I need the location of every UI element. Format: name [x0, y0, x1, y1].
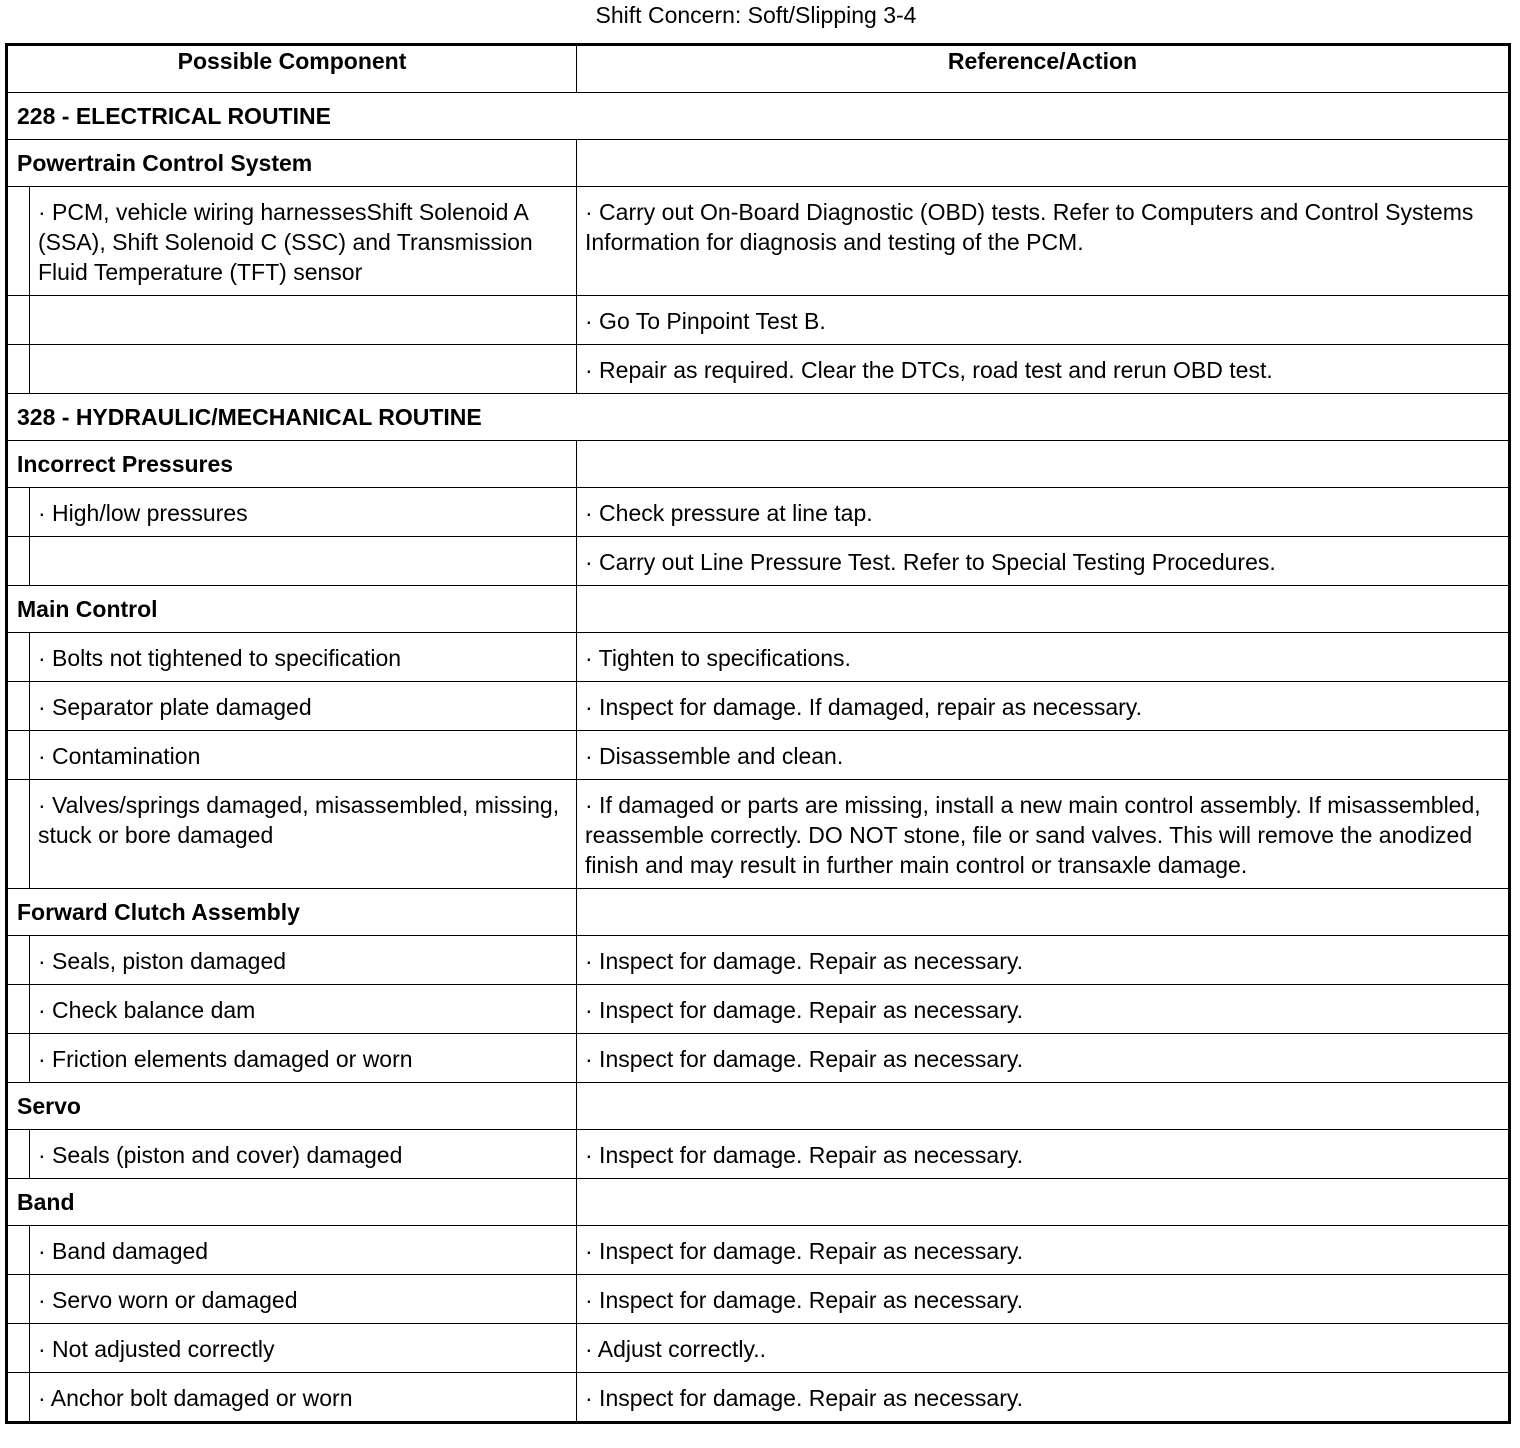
group-action-empty: [577, 1083, 1510, 1130]
indent-cell: [7, 936, 30, 985]
component-cell: [30, 537, 577, 586]
group-label: Forward Clutch Assembly: [7, 889, 577, 936]
group-label: Band: [7, 1179, 577, 1226]
action-cell: · Repair as required. Clear the DTCs, road test and rerun OBD test.: [577, 345, 1510, 394]
diagnosis-table: [5, 43, 1511, 1424]
table-row: [7, 296, 1510, 345]
table-row: [7, 345, 1510, 394]
component-cell: · Not adjusted correctly: [30, 1324, 577, 1373]
indent-cell: [7, 488, 30, 537]
component-cell: · Anchor bolt damaged or worn: [30, 1373, 577, 1423]
table-row: [7, 936, 1510, 985]
table-row: [7, 1130, 1510, 1179]
group-row: [7, 889, 1510, 936]
table-row: [7, 780, 1510, 889]
action-cell: · Inspect for damage. Repair as necessary.: [577, 985, 1510, 1034]
table-row: [7, 1373, 1510, 1423]
group-action-empty: [577, 1179, 1510, 1226]
table-row: [7, 985, 1510, 1034]
indent-cell: [7, 1034, 30, 1083]
group-row: [7, 586, 1510, 633]
component-cell: [30, 345, 577, 394]
action-cell: · Carry out On-Board Diagnostic (OBD) tests. Refer to Computers and Control Systems Information for diagnosis and testing of the PCM.: [577, 187, 1510, 296]
action-cell: · If damaged or parts are missing, install a new main control assembly. If misassembled, reassemble correctly. DO NOT stone, file or sand valves. This will remove the anodized finish and may result in further main control or transaxle damage.: [577, 780, 1510, 889]
group-label: Servo: [7, 1083, 577, 1130]
action-cell: · Inspect for damage. If damaged, repair as necessary.: [577, 682, 1510, 731]
table-row: [7, 1324, 1510, 1373]
component-cell: · Valves/springs damaged, misassembled, missing, stuck or bore damaged: [30, 780, 577, 889]
action-cell: · Check pressure at line tap.: [577, 488, 1510, 537]
group-action-empty: [577, 140, 1510, 187]
action-cell: · Inspect for damage. Repair as necessary.: [577, 1034, 1510, 1083]
routine-label: 328 - HYDRAULIC/MECHANICAL ROUTINE: [7, 394, 1510, 441]
routine-row: [7, 93, 1510, 140]
table-body: [7, 93, 1510, 1423]
routine-row: [7, 394, 1510, 441]
table-row: [7, 633, 1510, 682]
group-row: [7, 1179, 1510, 1226]
indent-cell: [7, 1130, 30, 1179]
action-cell: · Go To Pinpoint Test B.: [577, 296, 1510, 345]
component-cell: · Seals, piston damaged: [30, 936, 577, 985]
group-label: Incorrect Pressures: [7, 441, 577, 488]
group-label: Main Control: [7, 586, 577, 633]
action-cell: · Disassemble and clean.: [577, 731, 1510, 780]
component-cell: · Contamination: [30, 731, 577, 780]
action-cell: · Inspect for damage. Repair as necessary.: [577, 936, 1510, 985]
group-row: [7, 441, 1510, 488]
group-action-empty: [577, 586, 1510, 633]
indent-cell: [7, 296, 30, 345]
component-cell: [30, 296, 577, 345]
action-cell: · Inspect for damage. Repair as necessary.: [577, 1275, 1510, 1324]
component-cell: · Friction elements damaged or worn: [30, 1034, 577, 1083]
indent-cell: [7, 682, 30, 731]
indent-cell: [7, 187, 30, 296]
table-row: [7, 187, 1510, 296]
action-cell: · Adjust correctly..: [577, 1324, 1510, 1373]
indent-cell: [7, 633, 30, 682]
component-cell: · Bolts not tightened to specification: [30, 633, 577, 682]
action-cell: · Inspect for damage. Repair as necessary.: [577, 1130, 1510, 1179]
component-cell: · PCM, vehicle wiring harnessesShift Solenoid A (SSA), Shift Solenoid C (SSC) and Transmission Fluid Temperature (TFT) sensor: [30, 187, 577, 296]
header-reference-action: Reference/Action: [577, 45, 1510, 93]
action-cell: · Tighten to specifications.: [577, 633, 1510, 682]
indent-cell: [7, 537, 30, 586]
table-row: [7, 1034, 1510, 1083]
action-cell: · Inspect for damage. Repair as necessary.: [577, 1226, 1510, 1275]
indent-cell: [7, 1324, 30, 1373]
group-row: [7, 140, 1510, 187]
indent-cell: [7, 1373, 30, 1423]
table-row: [7, 1275, 1510, 1324]
indent-cell: [7, 1226, 30, 1275]
routine-label: 228 - ELECTRICAL ROUTINE: [7, 93, 1510, 140]
indent-cell: [7, 731, 30, 780]
table-row: [7, 731, 1510, 780]
indent-cell: [7, 985, 30, 1034]
group-action-empty: [577, 441, 1510, 488]
indent-cell: [7, 345, 30, 394]
table-row: [7, 682, 1510, 731]
group-label: Powertrain Control System: [7, 140, 577, 187]
indent-cell: [7, 780, 30, 889]
header-possible-component: Possible Component: [7, 45, 577, 93]
table-row: [7, 488, 1510, 537]
document-title: Shift Concern: Soft/Slipping 3-4: [595, 2, 917, 28]
component-cell: · Servo worn or damaged: [30, 1275, 577, 1324]
table-row: [7, 1226, 1510, 1275]
group-row: [7, 1083, 1510, 1130]
component-cell: · Check balance dam: [30, 985, 577, 1034]
action-cell: · Carry out Line Pressure Test. Refer to Special Testing Procedures.: [577, 537, 1510, 586]
table-row: [7, 537, 1510, 586]
component-cell: · High/low pressures: [30, 488, 577, 537]
component-cell: · Band damaged: [30, 1226, 577, 1275]
action-cell: · Inspect for damage. Repair as necessary.: [577, 1373, 1510, 1423]
component-cell: · Separator plate damaged: [30, 682, 577, 731]
indent-cell: [7, 1275, 30, 1324]
table-header-row: [7, 45, 1510, 93]
component-cell: · Seals (piston and cover) damaged: [30, 1130, 577, 1179]
group-action-empty: [577, 889, 1510, 936]
